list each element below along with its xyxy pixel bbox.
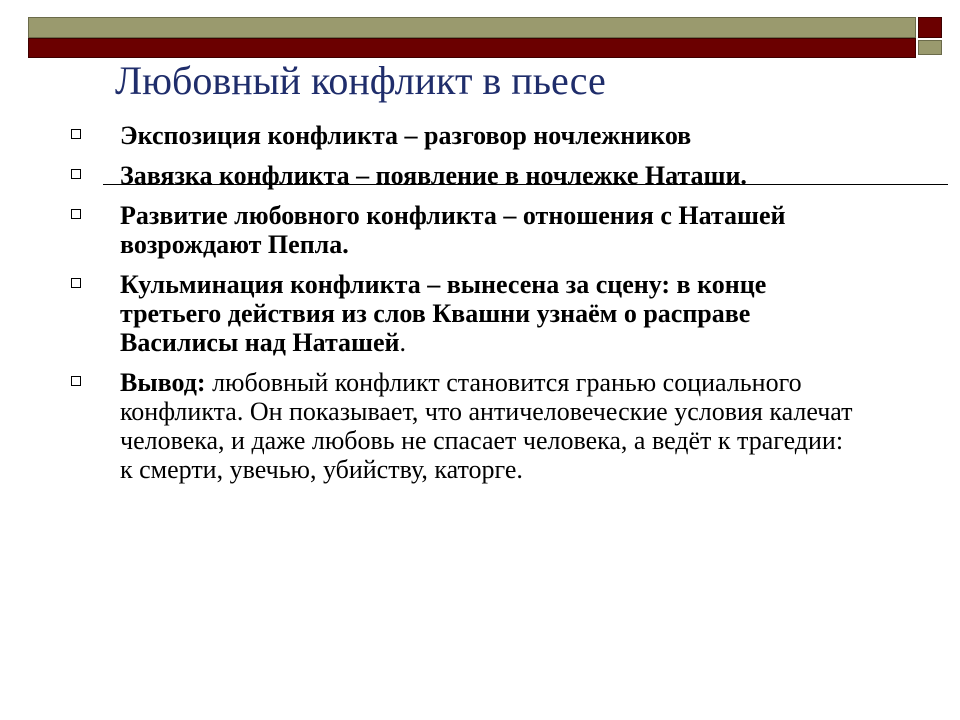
bullet-text-bold: Вывод: xyxy=(120,368,206,397)
header-band-maroon xyxy=(28,38,916,58)
bullet-list xyxy=(68,121,858,495)
bullet-item-climax xyxy=(68,270,858,357)
corner-block-maroon xyxy=(918,17,942,38)
bullet-text-bold: Кульминация конфликта – вынесена за сцену: в конце третьего действия из слов Квашни узнаём о расправе Василисы над Наташей xyxy=(120,270,767,357)
bullet-text-bold: Развитие любовного конфликта – отношения с Наташей возрождают Пепла. xyxy=(120,201,786,259)
bullet-text: . xyxy=(399,328,407,357)
hollow-square-bullet-icon xyxy=(71,129,81,139)
bullet-item-exposition xyxy=(68,121,858,150)
hollow-square-bullet-icon xyxy=(71,376,81,386)
bullet-item-development xyxy=(68,201,858,259)
corner-block-olive xyxy=(918,40,942,55)
hollow-square-bullet-icon xyxy=(71,209,81,219)
hollow-square-bullet-icon xyxy=(71,278,81,288)
bullet-text-bold: Экспозиция конфликта – разговор ночлежников xyxy=(120,121,692,150)
bullet-text: любовный конфликт становится гранью социального конфликта. Он показывает, что античеловеческие условия калечат человека, и даже любовь не спасает человека, а ведёт к трагедии: к смерти, увечью, убийству, каторге. xyxy=(120,368,853,484)
hollow-square-bullet-icon xyxy=(71,169,81,179)
header-band-olive xyxy=(28,17,916,38)
bullet-item-conclusion xyxy=(68,368,858,484)
bullet-item-inciting xyxy=(68,161,858,190)
slide-title: Любовный конфликт в пьесе xyxy=(115,58,606,103)
bullet-text-bold: Завязка конфликта – появление в ночлежке Наташи. xyxy=(120,161,747,190)
